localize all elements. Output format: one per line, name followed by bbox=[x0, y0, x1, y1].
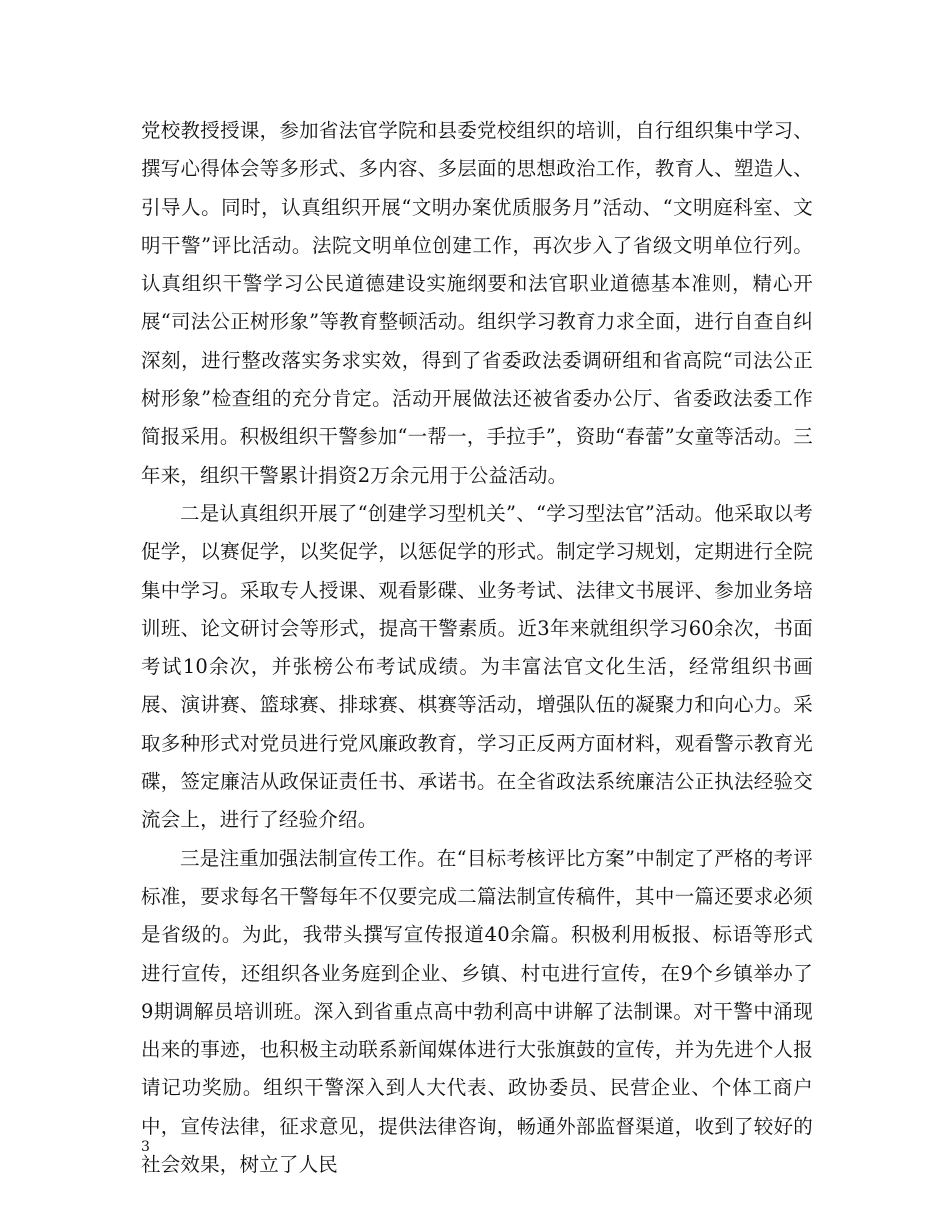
paragraph-second-item: 二是认真组织开展了“创建学习型机关”、“学习型法官”活动。他采取以考促学，以赛促学，以奖促学，以惩促学的形式。制定学习规划，定期进行全院集中学习。采取专人授课、观看影碟、业务考试、法律文书展评、参加业务培训班、论文研讨会等形式，提高干警素质。近3年来就组织学习60余次，书面考试10余次，并张榜公布考试成绩。为丰富法官文化生活，经常组织书画展、演讲赛、篮球赛、排球赛、棋赛等活动，增强队伍的凝聚力和向心力。采取多种形式对党员进行党风廉政教育，学习正反两方面材料，观看警示教育光碟，签定廉洁从政保证责任书、承诺书。在全省政法系统廉洁公正执法经验交流会上，进行了经验介绍。 bbox=[141, 501, 813, 832]
paragraph-continued: 党校教授授课，参加省法官学院和县委党校组织的培训，自行组织集中学习、撰写心得体会等多形式、多内容、多层面的思想政治工作，教育人、塑造人、引导人。同时，认真组织开展“文明办案优质服务月”活动、“文明庭科室、文明干警”评比活动。法院文明单位创建工作，再次步入了省级文明单位行列。认真组织干警学习公民道德建设实施纲要和法官职业道德基本准则，精心开展“司法公正树形象”等教育整顿活动。组织学习教育力求全面，进行自查自纠深刻，进行整改落实务求实效，得到了省委政法委调研组和省高院“司法公正树形象”检查组的充分肯定。活动开展做法还被省委办公厅、省委政法委工作简报采用。积极组织干警参加“一帮一，手拉手”，资助“春蕾”女童等活动。三年来，组织干警累计捐资2万余元用于公益活动。 bbox=[141, 119, 813, 487]
page-number: 3 bbox=[141, 1139, 150, 1155]
paragraph-third-item: 三是注重加强法制宣传工作。在“目标考核评比方案”中制定了严格的考评标准，要求每名干警每年不仅要完成二篇法制宣传稿件，其中一篇还要求必须是省级的。为此，我带头撰写宣传报道40余篇。积极利用板报、标语等形式进行宣传，还组织各业务庭到企业、乡镇、村屯进行宣传，在9个乡镇举办了9期调解员培训班。深入到省重点高中勃利高中讲解了法制课。对干警中涌现出来的事迹，也积极主动联系新闻媒体进行大张旗鼓的宣传，并为先进个人报请记功奖励。组织干警深入到人大代表、政协委员、民营企业、个体工商户中，宣传法律，征求意见，提供法律咨询，畅通外部监督渠道，收到了较好的社会效果，树立了人民 bbox=[141, 846, 813, 1177]
document-body bbox=[141, 112, 813, 1184]
